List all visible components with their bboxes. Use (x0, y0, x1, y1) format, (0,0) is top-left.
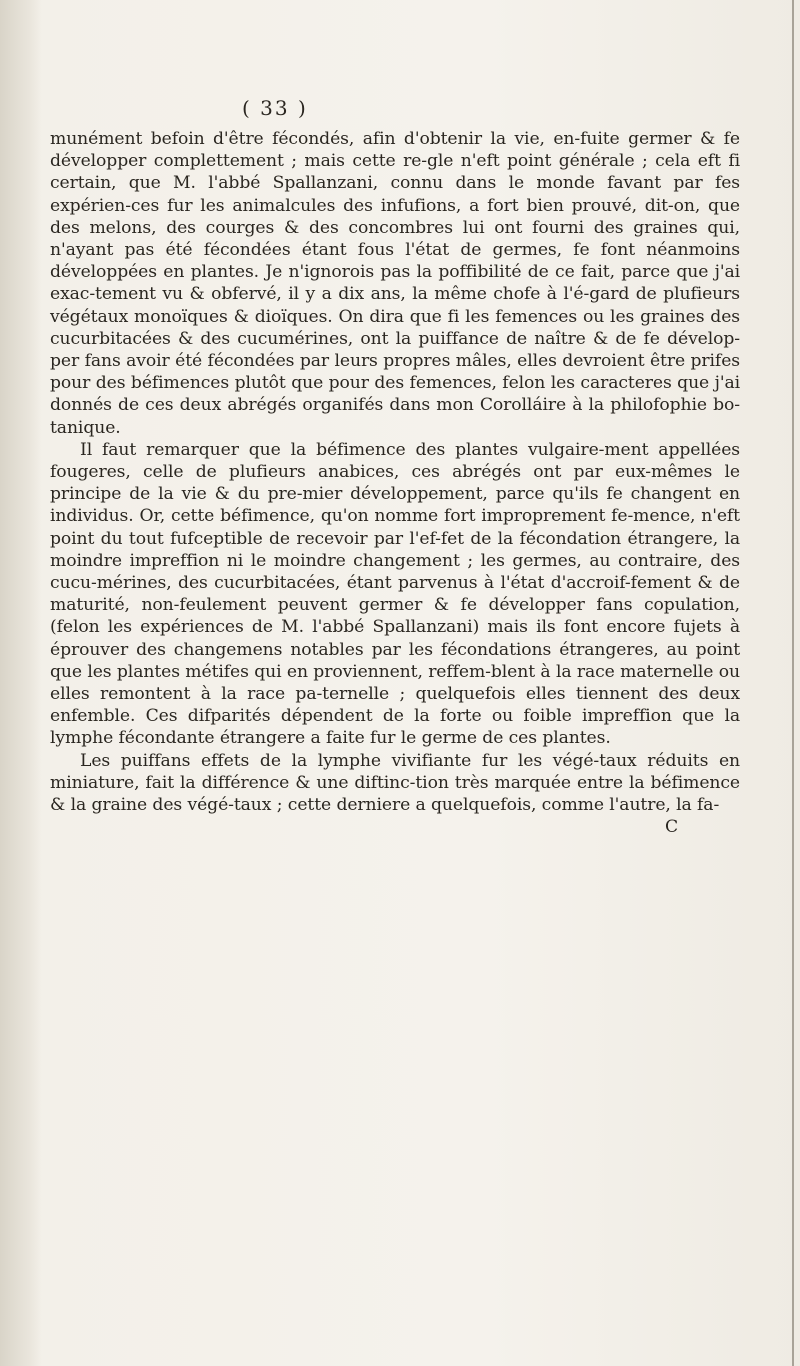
paragraph-1: munément befoin d'être fécondés, afin d'obtenir la vie, en-fuite germer & fe développer complettement ; mais cette re-gle n'eft point générale ; cela eft fi certain, que M. l'abbé Spallanzani, connu dans le monde favant par fes expérien-ces fur les animalcules des infufions, a fort bien prouvé, dit-on, que des melons, des courges & des concombres lui ont fourni des graines qui, n'ayant pas été fécondées étant fous l'état de germes, fe font néanmoins développées en plantes. Je n'ignorois pas la poffibilité de ce fait, parce que j'ai exac-tement vu & obfervé, il y a dix ans, la même chofe à l'é-gard de plufieurs végétaux monoïques & dioïques. On dira que fi les femences ou les graines des cucurbitacées & des cucumérines, ont la puiffance de naître & de fe dévelop-per fans avoir été fécondées par leurs propres mâles, elles devroient être prifes pour des béfimences plutôt que pour des femences, felon les caracteres que j'ai donnés de ces deux abrégés organifés dans mon Corolláire à la philofophie bo-tanique. (50, 129, 740, 438)
paragraph-3: Les puiffans effets de la lymphe vivifiante fur les végé-taux réduits en miniature, fait la différence & une diftinc-tion très marquée entre la béfimence & la graine des végé-taux ; cette derniere a quelquefois, comme l'autre, la fa- (50, 750, 740, 816)
signature-mark: C (664, 817, 678, 838)
page-edge (792, 0, 794, 1366)
body-text (50, 128, 740, 839)
page-number: ( 33 ) (242, 96, 308, 120)
page-gutter (0, 0, 42, 1366)
paragraph-2: Il faut remarquer que la béfimence des plantes vulgaire-ment appellées fougeres, celle de plufieurs anabices, ces abrégés ont par eux-mêmes le principe de la vie & du pre-mier développement, parce qu'ils fe changent en individus. Or, cette béfimence, qu'on nomme fort improprement fe-mence, n'eft point du tout fufceptible de recevoir par l'ef-fet de la fécondation étrangere, la moindre impreffion ni le moindre changement ; les germes, au contraire, des cucu-mérines, des cucurbitacées, étant parvenus à l'état d'accroif-fement & de maturité, non-feulement peuvent germer & fe développer fans copulation, (felon les expériences de M. l'abbé Spallanzani) mais ils font encore fujets à éprouver des changemens notables par les fécondations étrangeres, au point que les plantes métifes qui en proviennent, reffem-blent à la race maternelle ou elles remontent à la race pa-ternelle ; quelquefois elles tiennent des deux enfemble. Ces difparités dépendent de la forte ou foible impreffion que la lymphe fécondante étrangere a faite fur le germe de ces plantes. (50, 439, 740, 749)
